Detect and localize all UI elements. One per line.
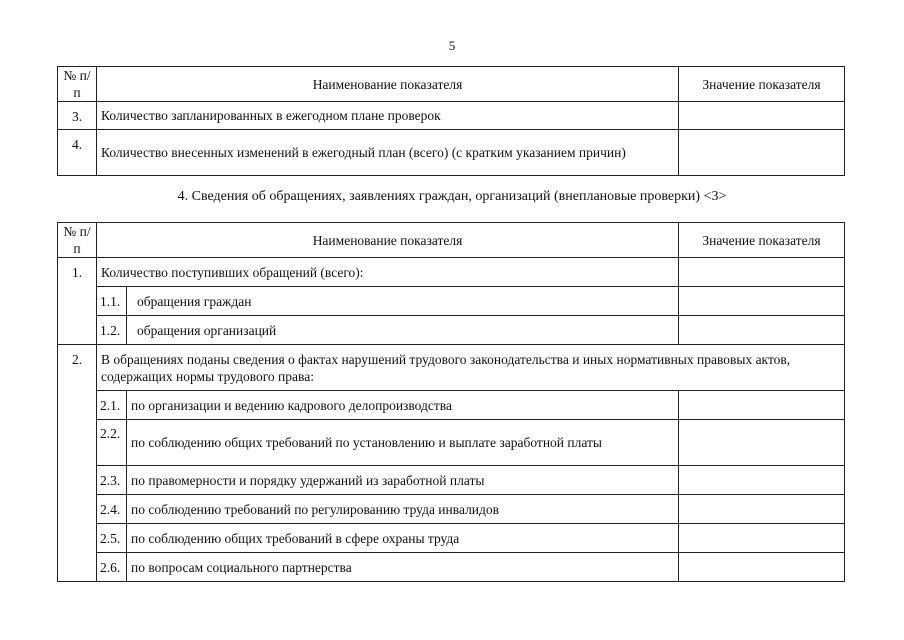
sub-row-indicator-name: по соблюдению требований по регулированию труда инвалидов [127,495,679,524]
row-number: 1. [58,258,97,345]
table-row [58,345,845,391]
row-indicator-value [679,258,845,287]
header-indicator-value: Значение показателя [679,67,845,102]
header-indicator-value: Значение показателя [679,223,845,258]
row-indicator-value [679,316,845,345]
row-indicator-value [679,102,845,130]
row-indicator-name: В обращениях поданы сведения о фактах нарушений трудового законодательства и иных нормативных правовых актов, содержащих нормы трудового права: [97,345,845,391]
table-row [58,524,845,553]
sub-row-number: 1.1. [97,287,127,316]
table-row [58,130,845,176]
row-indicator-value [679,553,845,582]
row-number: 2. [58,345,97,582]
row-number: 3. [58,102,97,130]
row-indicator-value [679,466,845,495]
row-indicator-value [679,524,845,553]
sub-row-indicator-name: по правомерности и порядку удержаний из заработной платы [127,466,679,495]
table-header-row [58,223,845,258]
row-indicator-name: Количество внесенных изменений в ежегодный план (всего) (с кратким указанием причин) [97,130,679,176]
table-row [58,466,845,495]
sub-row-number: 2.2. [97,420,127,466]
page-number: 5 [448,38,456,53]
sub-row-indicator-name: по вопросам социального партнерства [127,553,679,582]
sub-row-number: 2.6. [97,553,127,582]
table-row [58,258,845,287]
sub-row-number: 2.1. [97,391,127,420]
table-row [58,102,845,130]
sub-row-indicator-name: обращения граждан [127,287,679,316]
row-indicator-value [679,495,845,524]
sub-row-number: 1.2. [97,316,127,345]
indicators-table-plan [57,66,845,176]
section-title: 4. Сведения об обращениях, заявлениях граждан, организаций (внеплановые проверки) <3> [177,189,727,204]
table-row [58,391,845,420]
row-indicator-name: Количество запланированных в ежегодном плане проверок [97,102,679,130]
header-number: № п/п [58,67,97,102]
table-row [58,495,845,524]
sub-row-number: 2.4. [97,495,127,524]
row-indicator-value [679,130,845,176]
sub-row-number: 2.3. [97,466,127,495]
table-row [58,287,845,316]
header-number: № п/п [58,223,97,258]
sub-row-indicator-name: по организации и ведению кадрового делопроизводства [127,391,679,420]
sub-row-indicator-name: по соблюдению общих требований в сфере охраны труда [127,524,679,553]
row-indicator-value [679,287,845,316]
header-indicator-name: Наименование показателя [97,223,679,258]
row-indicator-name: Количество поступивших обращений (всего): [97,258,679,287]
table-header-row [58,67,845,102]
header-indicator-name: Наименование показателя [97,67,679,102]
sub-row-indicator-name: по соблюдению общих требований по установлению и выплате заработной платы [127,420,679,466]
table-row [58,553,845,582]
row-indicator-value [679,391,845,420]
row-indicator-value [679,420,845,466]
sub-row-indicator-name: обращения организаций [127,316,679,345]
table-row [58,420,845,466]
table-row [58,316,845,345]
indicators-table-appeals [57,222,845,582]
row-number: 4. [58,130,97,176]
sub-row-number: 2.5. [97,524,127,553]
